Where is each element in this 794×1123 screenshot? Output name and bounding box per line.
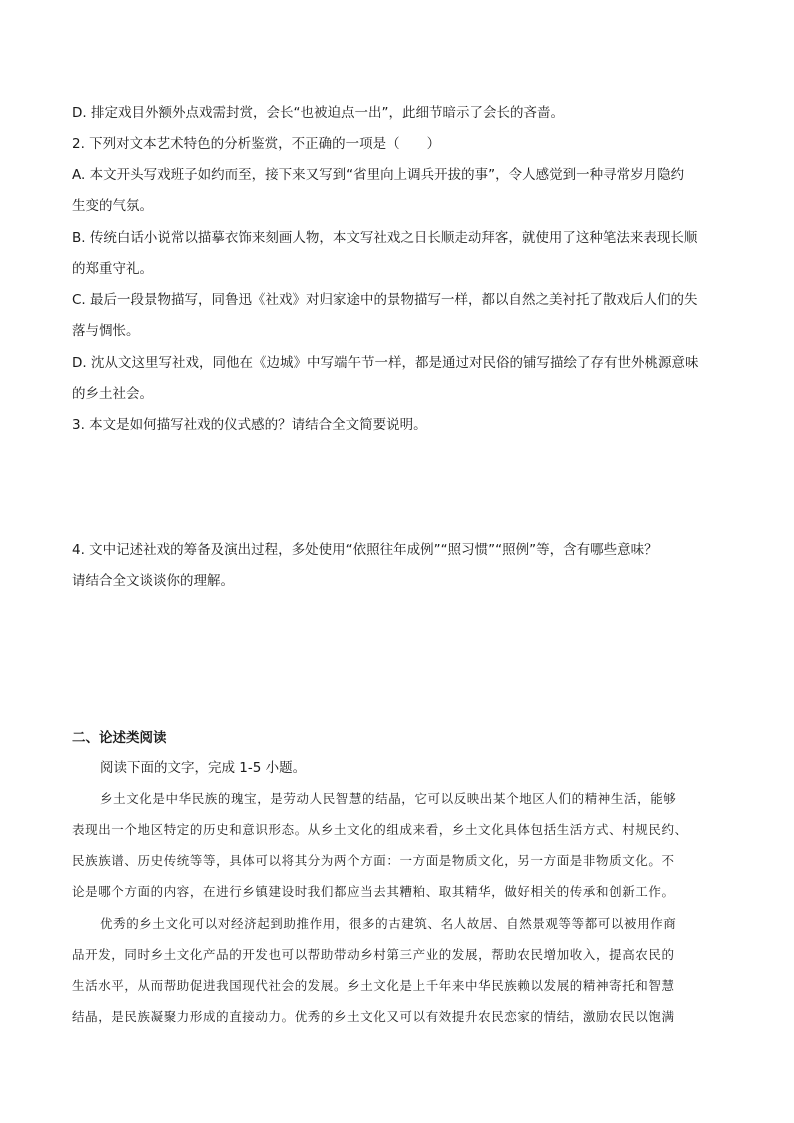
q4-stem-line1: 4. 文中记述社戏的筹备及演出过程，多处使用“依照往年成例”“照习惯”“照例”等，含有哪些意味？ (72, 542, 658, 558)
paragraph2-line4: 结晶，是民族凝聚力形成的直接动力。优秀的乡土文化又可以有效提升农民恋家的情结，激励农民以饱满 (72, 1009, 675, 1024)
q2-option-b-line2: 的郑重守礼。 (72, 261, 153, 277)
q1-option-d: D. 排定戏目外额外点戏需封赏，会长“也被迫点一出”，此细节暗示了会长的吝啬。 (72, 105, 564, 121)
section-title: 二、论述类阅读 (72, 730, 167, 746)
section-instruction: 阅读下面的文字，完成 1-5 小题。 (100, 760, 307, 776)
q2-option-b-line1: B. 传统白话小说常以描摹衣饰来刻画人物，本文写社戏之日长顺走动拜客，就使用了这种笔法来表现长顺 (72, 230, 698, 246)
q2-option-c-line1: C. 最后一段景物描写，同鲁迅《社戏》对归家途中的景物描写一样，都以自然之美衬托了散戏后人们的失 (72, 292, 698, 308)
q3-stem: 3. 本文是如何描写社戏的仪式感的？请结合全文简要说明。 (72, 417, 427, 433)
q2-option-d-line1: D. 沈从文这里写社戏，同他在《边城》中写端午节一样，都是通过对民俗的铺写描绘了存有世外桃源意味 (72, 355, 699, 371)
paragraph1-line1: 乡土文化是中华民族的瑰宝，是劳动人民智慧的结晶，它可以反映出某个地区人们的精神生活，能够 (100, 791, 677, 806)
q2-option-a-line2: 生变的气氛。 (72, 198, 153, 214)
paragraph1-line2: 表现出一个地区特定的历史和意识形态。从乡土文化的组成来看，乡土文化具体包括生活方式、村规民约、 (72, 822, 688, 837)
paragraph2-line1: 优秀的乡土文化可以对经济起到助推作用，很多的古建筑、名人故居、自然景观等等都可以被用作商 (100, 916, 677, 931)
q2-option-a-line1: A. 本文开头写戏班子如约而至，接下来又写到“省里向上调兵开拔的事”，令人感觉到一种寻常岁月隐约 (72, 167, 685, 183)
paragraph2-line3: 生活水平，从而帮助促进我国现代社会的发展。乡土文化是上千年来中华民族赖以发展的精神寄托和智慧 (72, 978, 675, 993)
q2-option-d-line2: 的乡土社会。 (72, 386, 153, 402)
q2-stem: 2. 下列对文本艺术特色的分析鉴赏，不正确的一项是（ ） (72, 136, 441, 152)
paragraph1-line3: 民族族谱、历史传统等等，具体可以将其分为两个方面：一方面是物质文化，另一方面是非物质文化。不 (72, 853, 675, 868)
paragraph2-line2: 品开发，同时乡土文化产品的开发也可以帮助带动乡村第三产业的发展，帮助农民增加收入，提高农民的 (72, 947, 675, 962)
q4-stem-line2: 请结合全文谈谈你的理解。 (72, 573, 234, 589)
q2-option-c-line2: 落与惆怅。 (72, 323, 140, 339)
paragraph1-line4: 论是哪个方面的内容，在进行乡镇建设时我们都应当去其糟粕、取其精华，做好相关的传承和创新工作。 (72, 884, 675, 899)
